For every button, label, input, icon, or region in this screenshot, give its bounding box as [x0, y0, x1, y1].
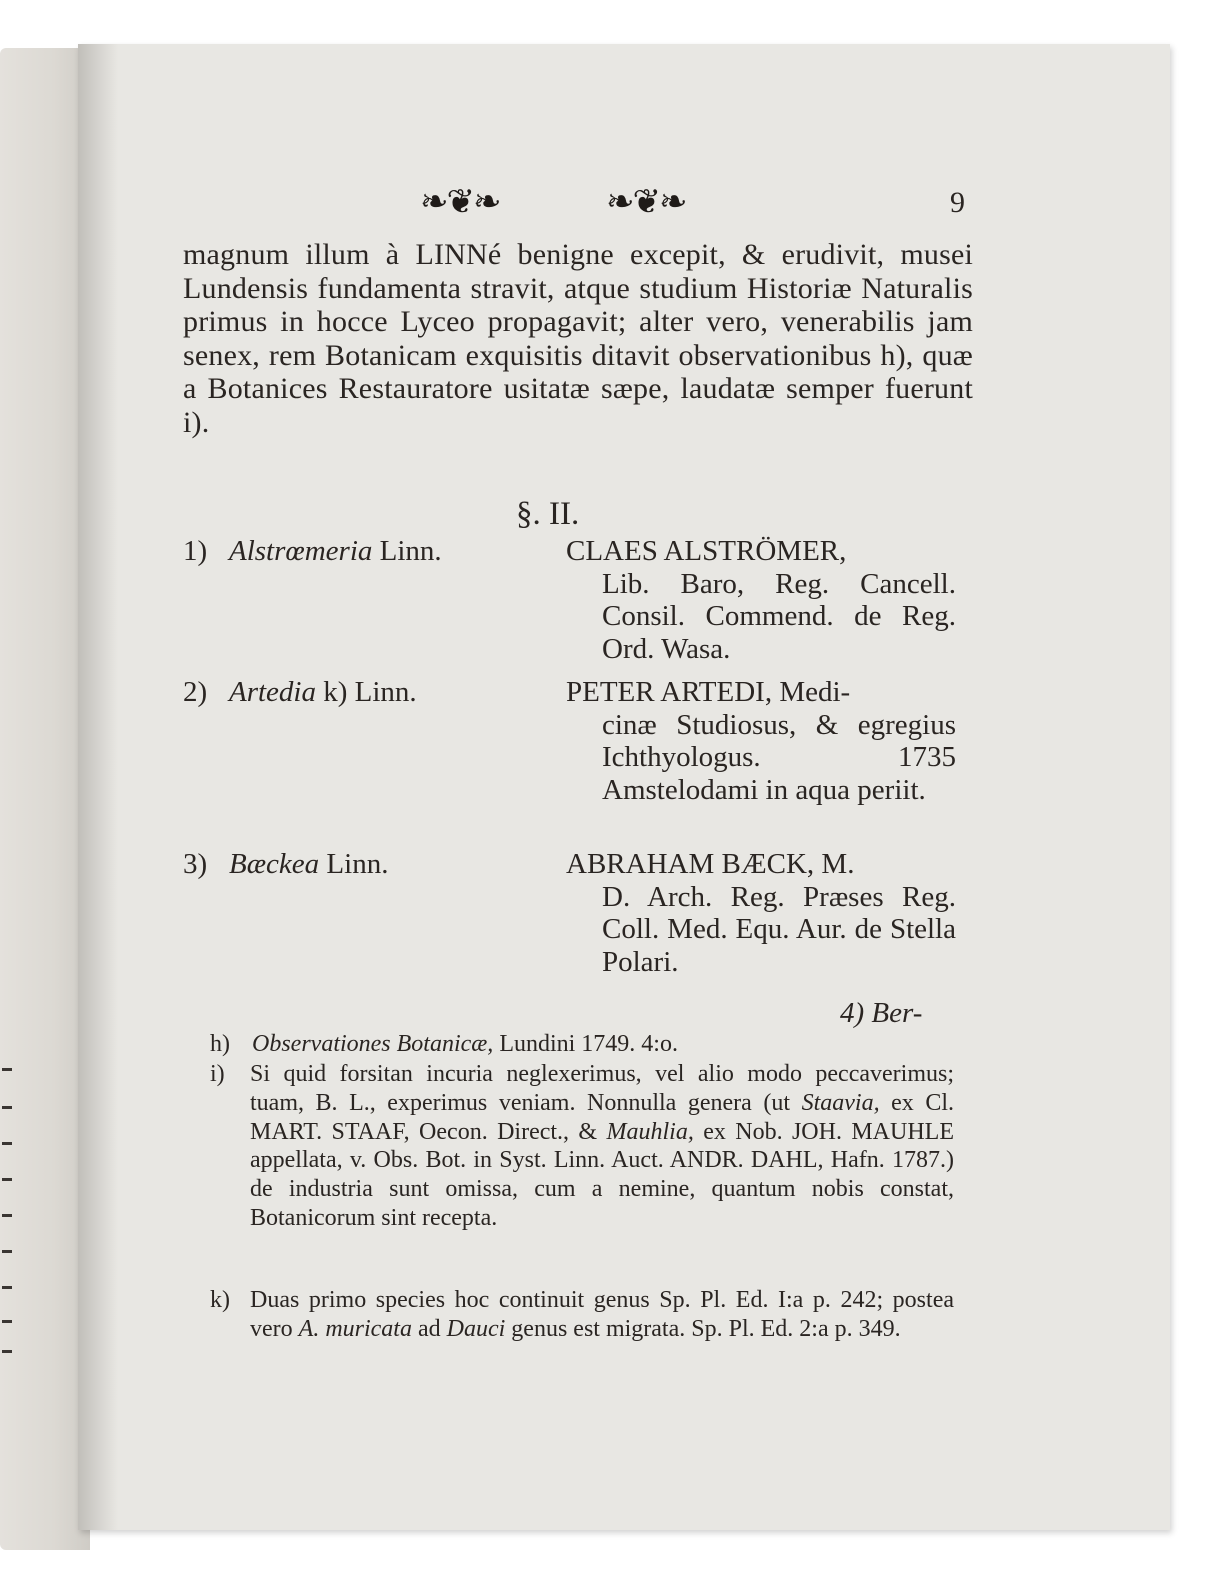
- footnote-italic: Staavia,: [801, 1089, 880, 1116]
- edge-ink-mark: [2, 1320, 12, 1323]
- genus-suffix: k) Linn.: [316, 676, 417, 708]
- person-title: Lib. Baro, Reg. Cancell. Consil. Commend. de Reg. Ord. Wasa.: [602, 567, 956, 665]
- edge-ink-mark: [2, 1178, 12, 1181]
- section-heading: §. II.: [516, 496, 580, 532]
- footnote-body: genus est migrata. Sp. Pl. Ed. 2:a p. 349.: [505, 1315, 901, 1342]
- footnote-text: [252, 1030, 952, 1059]
- person-name: PETER ARTEDI, Medi-: [566, 676, 851, 708]
- edge-ink-mark: [2, 1142, 12, 1145]
- genus-italic: Artedia: [229, 676, 316, 708]
- genus-suffix: Linn.: [319, 848, 389, 880]
- genus-name: [229, 535, 559, 568]
- facing-page-edge: [0, 48, 90, 1550]
- person-title: D. Arch. Reg. Præses Reg. Coll. Med. Equ. Aur. de Stella Polari.: [602, 880, 956, 978]
- footnote-label: i): [210, 1061, 225, 1087]
- footnote-body: ex Cl. MART. STAAF, Oecon. Direct., &: [250, 1089, 954, 1145]
- edge-ink-mark: [2, 1106, 12, 1109]
- genus-suffix: Linn.: [372, 535, 442, 567]
- footnote-italic: A. muricata: [298, 1315, 412, 1342]
- footnote-body: Si quid forsitan incuria neglexerimus, vel alio modo peccaverimus; tuam, B. L., experimus veniam. Nonnulla genera (ut: [250, 1061, 954, 1116]
- person-description: [566, 676, 956, 806]
- header-ornament-left: ❧❦❧: [420, 182, 500, 222]
- edge-ink-mark: [2, 1250, 12, 1253]
- genus-italic: Bæckea: [229, 848, 320, 880]
- footnote-body: Lundini 1749. 4:o.: [493, 1031, 678, 1057]
- person-title: cinæ Studiosus, & egregius Ichthyologus. 1735 Amstelodami in aqua periit.: [602, 708, 956, 806]
- footnote-text: [250, 1286, 954, 1344]
- footnote-title: Observationes Botanicæ,: [252, 1031, 494, 1057]
- person-description: [566, 848, 956, 978]
- edge-ink-mark: [2, 1286, 12, 1289]
- person-name: ABRAHAM BÆCK, M.: [566, 848, 855, 880]
- edge-ink-mark: [2, 1350, 12, 1353]
- entry-number: 1): [183, 535, 208, 567]
- footnote-body: ad: [411, 1315, 447, 1342]
- entry-number: 3): [183, 848, 208, 880]
- person-description: [566, 535, 956, 665]
- page-number: 9: [950, 186, 965, 219]
- edge-ink-mark: [2, 1214, 12, 1217]
- entry-number: 2): [183, 676, 208, 708]
- body-paragraph: magnum illum à LINNé benigne excepit, & erudivit, musei Lundensis fundamenta stravit, atque studium Historiæ Naturalis primus in hocce Lyceo propagavit; alter vero, venerabilis jam senex, rem Botanicam exquisitis ditavit observationibus h), quæ a Botanices Restauratore usitatæ sæpe, laudatæ semper fuerunt i).: [183, 238, 973, 439]
- footnote-italic: Dauci: [446, 1315, 506, 1342]
- edge-ink-mark: [2, 1068, 12, 1071]
- genus-name: [229, 848, 559, 881]
- genus-italic: Alstrœmeria: [229, 535, 373, 567]
- footnote-body: Duas primo species hoc continuit genus Sp. Pl. Ed. I:a p. 242; postea vero: [250, 1287, 954, 1342]
- person-name: CLAES ALSTRÖMER,: [566, 535, 847, 567]
- footnote-italic: Mauhlia,: [606, 1118, 694, 1145]
- catchword: 4) Ber-: [840, 997, 923, 1029]
- footnote-body: ex Nob. JOH. MAUHLE appellata, v. Obs. Bot. in Syst. Linn. Auct. ANDR. DAHL, Hafn. 1787.) de industria sunt omissa, cum a nemine, quantum nobis constat, Botanicorum sint recepta.: [250, 1118, 954, 1231]
- genus-name: [229, 676, 559, 709]
- footnote-label: h): [210, 1031, 230, 1057]
- footnote-label: k): [210, 1287, 230, 1313]
- footnote-text: [250, 1060, 954, 1233]
- gutter-shadow: [78, 44, 118, 1530]
- header-ornament-right: ❧❦❧: [606, 182, 686, 222]
